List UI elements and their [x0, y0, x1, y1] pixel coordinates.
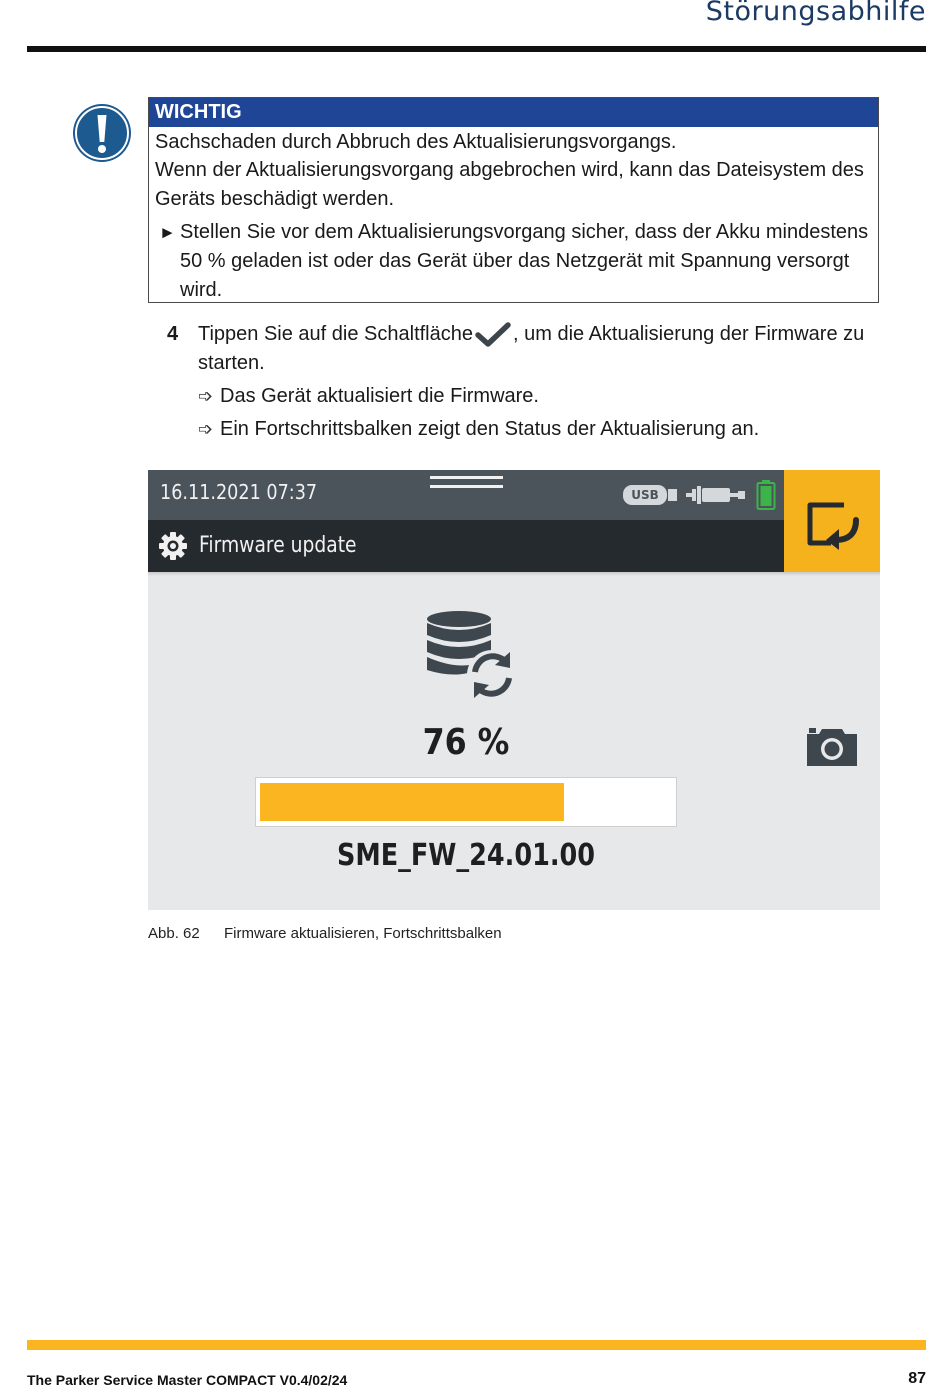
figure-caption: [148, 925, 502, 942]
document-title: The Parker Service Master COMPACT V0.4/02/24: [27, 1372, 348, 1388]
usb-icon: USB: [623, 485, 667, 505]
notice-line-1: Sachschaden durch Abbruch des Aktualisierungsvorgangs.: [155, 131, 677, 153]
progress-bar-fill: [260, 783, 564, 821]
screen-title: Firmware update: [199, 533, 357, 558]
result-text: Ein Fortschrittsbalken zeigt den Status der Aktualisierung an.: [220, 418, 760, 440]
database-sync-icon: [426, 610, 518, 702]
battery-icon: [756, 480, 776, 510]
header-rule: [27, 46, 926, 52]
page-number: 87: [908, 1370, 926, 1387]
checkmark-icon: [475, 322, 511, 348]
result-item: [198, 415, 759, 444]
footer-rule: [27, 1340, 926, 1350]
figure-caption-text: Firmware aktualisieren, Fortschrittsbalken: [224, 925, 502, 942]
drawer-handle[interactable]: [430, 485, 503, 488]
camera-icon[interactable]: [806, 727, 858, 767]
progress-bar: [255, 777, 677, 827]
exclamation-icon: [72, 103, 132, 163]
usb-plug-icon: [668, 489, 677, 501]
step-number: 4: [167, 323, 179, 345]
step-text-before: Tippen Sie auf die Schaltfläche: [198, 323, 473, 345]
figure-label: Abb. 62: [148, 925, 200, 942]
result-arrow-icon: ➩: [198, 419, 214, 439]
step-text: [198, 320, 888, 378]
notice-label: WICHTIG: [149, 98, 878, 127]
result-text: Das Gerät aktualisiert die Firmware.: [220, 385, 539, 407]
section-title: Störungsabhilfe: [705, 0, 926, 27]
gear-icon: [159, 532, 187, 560]
device-screenshot: [148, 470, 880, 910]
power-cable-icon: [686, 484, 746, 506]
result-item: [198, 382, 539, 411]
drawer-handle[interactable]: [430, 476, 503, 479]
exit-arrow-icon: [804, 498, 870, 550]
result-arrow-icon: ➩: [198, 386, 214, 406]
progress-percentage: 76 %: [422, 722, 510, 763]
notice-bullet-text: Stellen Sie vor dem Aktualisierungsvorgang sicher, dass der Akku mindestens 50 % geladen ist oder das Gerät über das Netzgerät mit Spannung versorgt wird.: [180, 221, 869, 301]
notice-line-2: Wenn der Aktualisierungsvorgang abgebrochen wird, kann das Dateisystem des Geräts beschädigt werden.: [155, 159, 864, 210]
datetime: 16.11.2021 07:37: [160, 480, 318, 504]
firmware-file-name: SME_FW_24.01.00: [336, 838, 596, 873]
header-shadow: [148, 572, 880, 576]
step-text-after: , um die Aktualisierung der Firmware zu starten.: [198, 323, 865, 374]
bullet-arrow-icon: ►: [159, 223, 176, 242]
important-notice: [148, 97, 879, 303]
